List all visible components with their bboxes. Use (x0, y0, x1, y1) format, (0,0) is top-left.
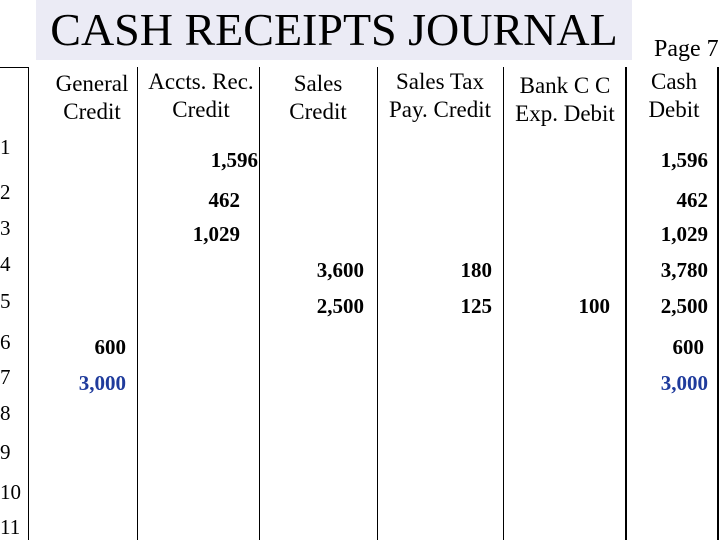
row-number: 4 (0, 252, 11, 276)
right-border (717, 67, 719, 540)
cash-value: 1,029 (660, 222, 708, 246)
sales-tax-value: 180 (460, 258, 492, 282)
cash-value: 600 (672, 335, 704, 359)
row-number: 7 (0, 365, 11, 389)
header-bank-cc-exp-debit: Bank C C Exp. Debit (515, 73, 615, 126)
accts-rec-value: 1,596 (210, 148, 258, 172)
column-divider (28, 67, 29, 540)
column-divider (625, 67, 627, 540)
row-number: 11 (0, 515, 21, 539)
row-number: 1 (0, 135, 11, 159)
row-number: 10 (0, 480, 21, 504)
cash-value: 2,500 (660, 294, 708, 318)
accts-rec-value: 462 (208, 188, 240, 212)
row-number: 6 (0, 330, 11, 354)
journal-title: CASH RECEIPTS JOURNAL (50, 4, 618, 55)
column-divider (503, 67, 504, 540)
general-value: 600 (94, 335, 126, 359)
cash-value: 3,000 (660, 371, 708, 395)
row-number: 8 (0, 401, 11, 425)
header-sales-tax-pay-credit: Sales Tax Pay. Credit (389, 69, 491, 122)
row-number: 3 (0, 216, 11, 240)
row-number: 9 (0, 440, 11, 464)
header-general-credit: General Credit (55, 71, 129, 124)
row-number-header-divider (0, 67, 28, 68)
bank-cc-value: 100 (578, 294, 610, 318)
sales-value: 2,500 (316, 294, 364, 318)
sales-value: 3,600 (316, 258, 364, 282)
accts-rec-value: 1,029 (192, 222, 240, 246)
row-number: 2 (0, 180, 11, 204)
cash-value: 462 (676, 188, 708, 212)
cash-value: 1,596 (660, 148, 708, 172)
header-sales-credit: Sales Credit (289, 71, 347, 124)
cash-value: 3,780 (660, 258, 708, 282)
sales-tax-value: 125 (460, 294, 492, 318)
page-number: Page 7 (654, 36, 719, 62)
column-divider (137, 67, 138, 540)
header-cash-debit: Cash Debit (648, 69, 700, 122)
column-divider (259, 67, 260, 540)
header-accts-rec-credit: Accts. Rec. Credit (148, 69, 254, 122)
row-number: 5 (0, 289, 11, 313)
column-divider (377, 67, 378, 540)
general-value: 3,000 (78, 371, 126, 395)
